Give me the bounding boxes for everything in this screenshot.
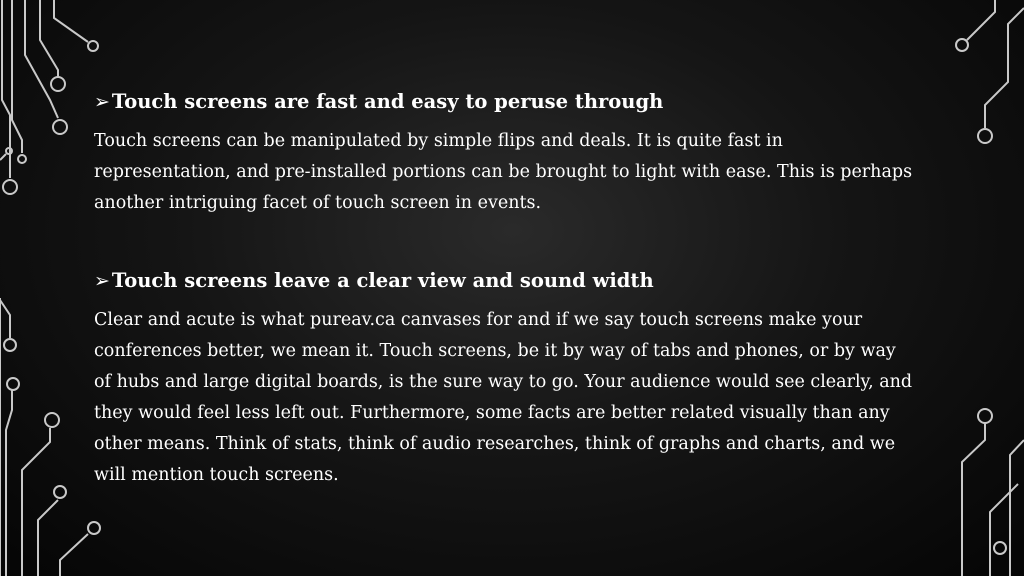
section-paragraph: Touch screens can be manipulated by simple flips and deals. It is quite fast in representation, and pre-installed portions can be brought to light with ease. This is perhaps another intriguing facet of touch screen in events.	[94, 131, 913, 213]
circuit-bottom-right	[962, 409, 1024, 576]
arrow-bullet-icon: ➢	[94, 270, 110, 292]
section-fast-easy	[94, 86, 924, 219]
arrow-bullet-icon: ➢	[94, 91, 110, 113]
circuit-top-left	[0, 0, 98, 194]
section-heading-text: Touch screens are fast and easy to peruse through	[111, 90, 664, 113]
section-heading-text: Touch screens leave a clear view and sound width	[111, 269, 654, 292]
section-clear-view	[94, 265, 924, 491]
section-heading	[94, 265, 924, 297]
section-heading	[94, 86, 924, 118]
circuit-top-right	[956, 0, 1024, 143]
section-paragraph: Clear and acute is what pureav.ca canvases for and if we say touch screens make your conferences better, we mean it. Touch screens, be it by way of tabs and phones, or by way of hubs and large digital boards, is the sure way to go. Your audience would see clearly, and they would feel less left out. Furthermore, some facts are better related visually than any other means. Think of stats, think of audio researches, think of graphs and charts, and we will mention touch screens.	[94, 310, 913, 485]
slide-content	[94, 86, 924, 491]
circuit-bottom-left	[0, 298, 100, 576]
